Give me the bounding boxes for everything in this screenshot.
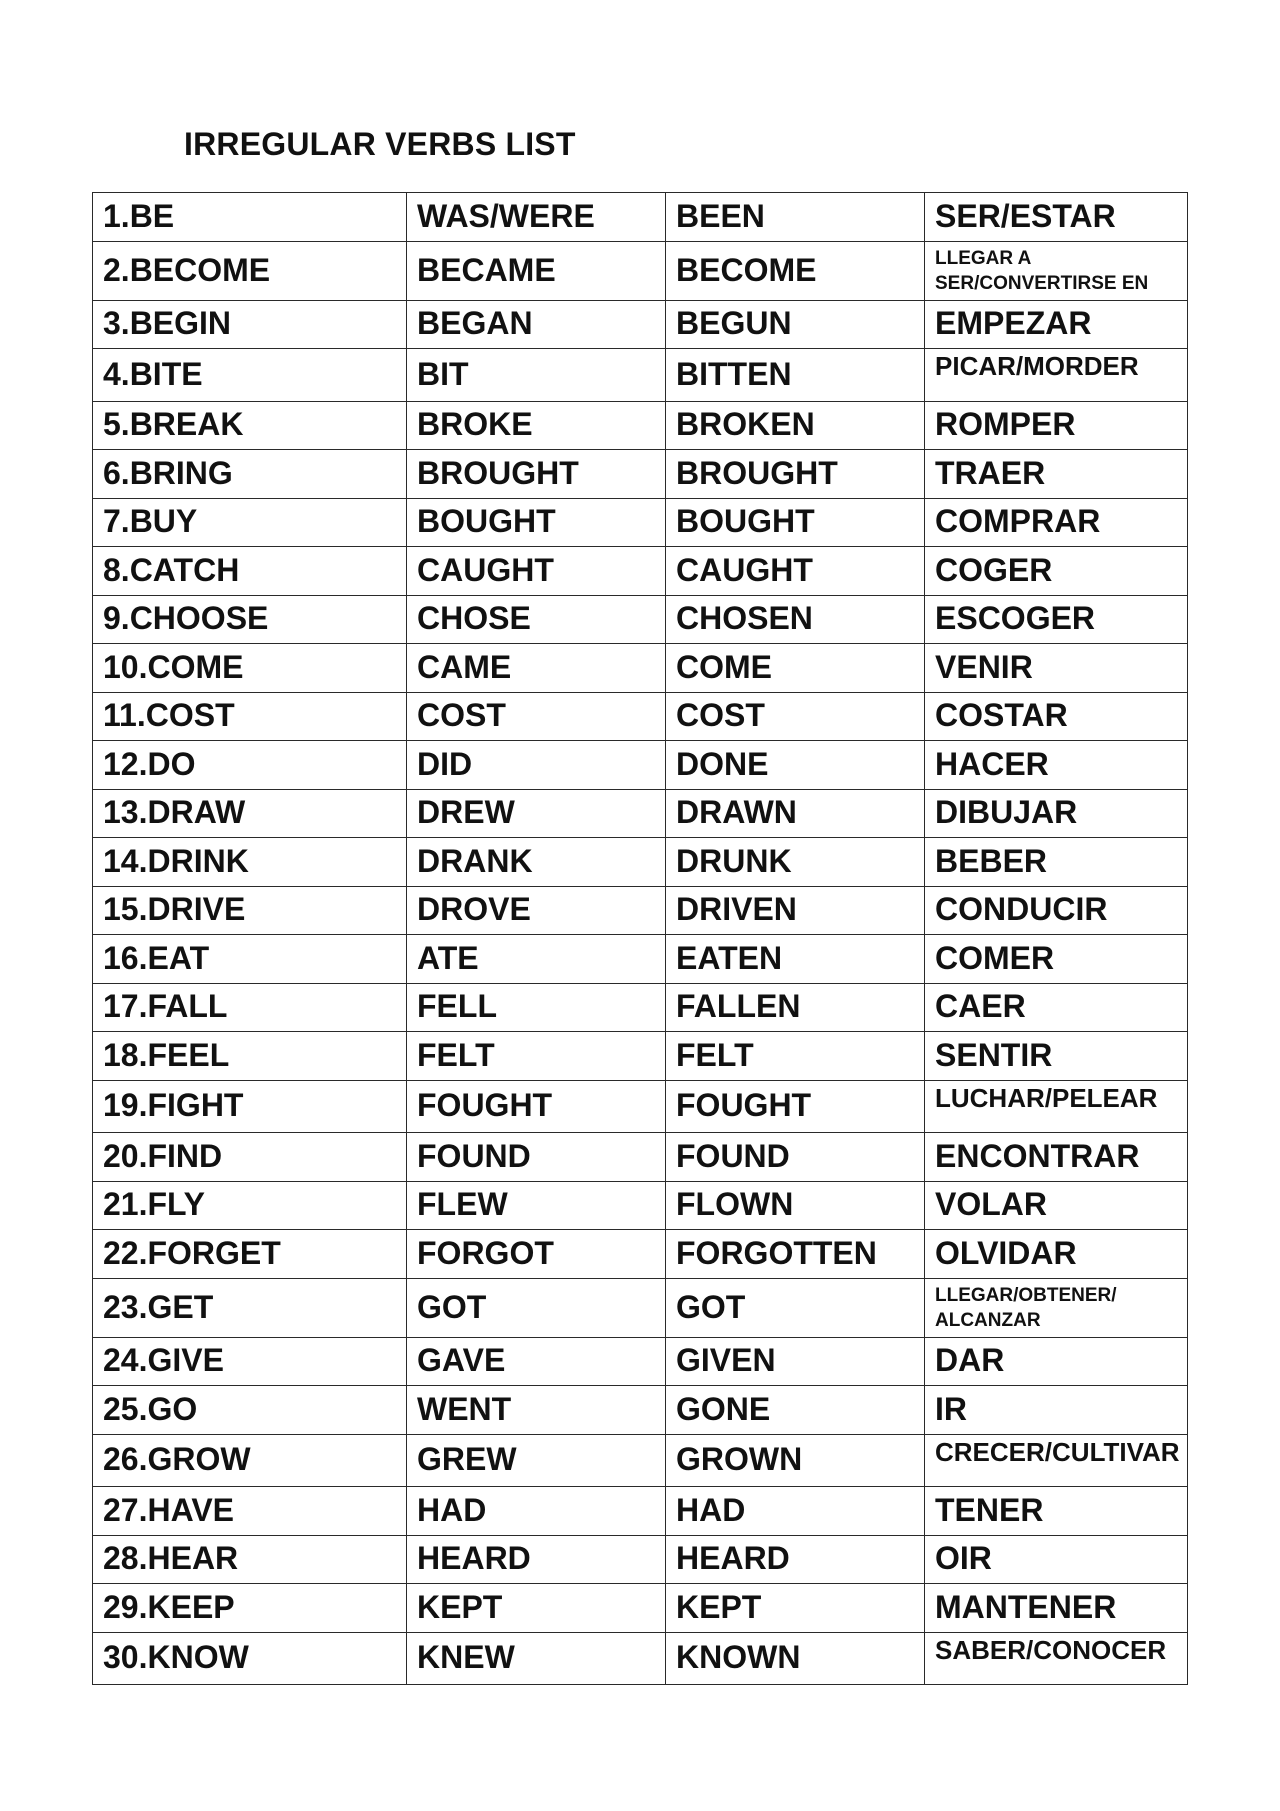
table-row (93, 1584, 1188, 1633)
table-row (93, 1632, 1188, 1685)
base-form-cell: 27.HAVE (93, 1487, 407, 1536)
past-simple-cell: BEGAN (407, 300, 666, 349)
meaning-cell: EMPEZAR (925, 300, 1188, 349)
table-row (93, 1278, 1188, 1337)
base-form-cell: 7.BUY (93, 498, 407, 547)
table-row (93, 1230, 1188, 1279)
base-form-cell: 15.DRIVE (93, 886, 407, 935)
past-simple-cell: DID (407, 741, 666, 790)
table-row (93, 983, 1188, 1032)
past-simple-cell: BROUGHT (407, 450, 666, 499)
past-participle-cell: DRUNK (666, 838, 925, 887)
base-form-cell: 25.GO (93, 1386, 407, 1435)
meaning-cell: TENER (925, 1487, 1188, 1536)
page-title: IRREGULAR VERBS LIST (184, 126, 576, 162)
table-row (93, 1337, 1188, 1386)
base-form-cell: 12.DO (93, 741, 407, 790)
past-simple-cell: CAME (407, 644, 666, 693)
past-participle-cell: KEPT (666, 1584, 925, 1633)
past-simple-cell: FOUGHT (407, 1080, 666, 1133)
meaning-cell: MANTENER (925, 1584, 1188, 1633)
meaning-cell: CONDUCIR (925, 886, 1188, 935)
table-row (93, 1032, 1188, 1081)
meaning-cell: SER/ESTAR (925, 193, 1188, 242)
past-simple-cell: FELT (407, 1032, 666, 1081)
base-form-cell: 1.BE (93, 193, 407, 242)
past-simple-cell: GREW (407, 1434, 666, 1487)
past-participle-cell: BROUGHT (666, 450, 925, 499)
base-form-cell: 21.FLY (93, 1181, 407, 1230)
meaning-cell: ESCOGER (925, 595, 1188, 644)
past-participle-cell: FORGOTTEN (666, 1230, 925, 1279)
base-form-cell: 14.DRINK (93, 838, 407, 887)
past-participle-cell: BROKEN (666, 401, 925, 450)
meaning-cell: COGER (925, 547, 1188, 596)
past-simple-cell: CAUGHT (407, 547, 666, 596)
table-row (93, 547, 1188, 596)
past-participle-cell: EATEN (666, 935, 925, 984)
meaning-cell: CRECER/CULTIVAR (925, 1434, 1188, 1487)
meaning-cell: SENTIR (925, 1032, 1188, 1081)
table-row (93, 1181, 1188, 1230)
meaning-cell: OIR (925, 1535, 1188, 1584)
table-row (93, 1080, 1188, 1133)
past-simple-cell: BECAME (407, 241, 666, 300)
meaning-cell: PICAR/MORDER (925, 349, 1188, 402)
base-form-cell: 17.FALL (93, 983, 407, 1032)
base-form-cell: 2.BECOME (93, 241, 407, 300)
past-simple-cell: CHOSE (407, 595, 666, 644)
meaning-cell: IR (925, 1386, 1188, 1435)
base-form-cell: 9.CHOOSE (93, 595, 407, 644)
table-row (93, 193, 1188, 242)
past-participle-cell: CHOSEN (666, 595, 925, 644)
table-row (93, 741, 1188, 790)
past-participle-cell: GOT (666, 1278, 925, 1337)
base-form-cell: 8.CATCH (93, 547, 407, 596)
table-row (93, 886, 1188, 935)
past-simple-cell: WENT (407, 1386, 666, 1435)
base-form-cell: 26.GROW (93, 1434, 407, 1487)
past-simple-cell: COST (407, 692, 666, 741)
past-participle-cell: DONE (666, 741, 925, 790)
base-form-cell: 29.KEEP (93, 1584, 407, 1633)
table-row (93, 595, 1188, 644)
meaning-cell: COMPRAR (925, 498, 1188, 547)
past-participle-cell: BITTEN (666, 349, 925, 402)
past-participle-cell: HAD (666, 1487, 925, 1536)
meaning-cell: BEBER (925, 838, 1188, 887)
past-participle-cell: BEGUN (666, 300, 925, 349)
base-form-cell: 11.COST (93, 692, 407, 741)
table-row (93, 401, 1188, 450)
meaning-cell: COMER (925, 935, 1188, 984)
meaning-cell: ENCONTRAR (925, 1133, 1188, 1182)
meaning-cell: TRAER (925, 450, 1188, 499)
meaning-line: LLEGAR/OBTENER/ (935, 1284, 1117, 1306)
table-row (93, 1133, 1188, 1182)
past-participle-cell: DRAWN (666, 789, 925, 838)
past-simple-cell: DROVE (407, 886, 666, 935)
meaning-cell: DIBUJAR (925, 789, 1188, 838)
past-simple-cell: KNEW (407, 1632, 666, 1685)
past-participle-cell: CAUGHT (666, 547, 925, 596)
past-participle-cell: DRIVEN (666, 886, 925, 935)
base-form-cell: 23.GET (93, 1278, 407, 1337)
past-simple-cell: FELL (407, 983, 666, 1032)
meaning-cell: VENIR (925, 644, 1188, 693)
table-row (93, 300, 1188, 349)
base-form-cell: 28.HEAR (93, 1535, 407, 1584)
past-simple-cell: DRANK (407, 838, 666, 887)
past-participle-cell: COST (666, 692, 925, 741)
past-participle-cell: FELT (666, 1032, 925, 1081)
past-simple-cell: HAD (407, 1487, 666, 1536)
past-simple-cell: HEARD (407, 1535, 666, 1584)
meaning-cell (925, 1278, 1188, 1337)
table-row (93, 1535, 1188, 1584)
past-simple-cell: BOUGHT (407, 498, 666, 547)
past-simple-cell: BIT (407, 349, 666, 402)
table-row (93, 1434, 1188, 1487)
meaning-cell: ROMPER (925, 401, 1188, 450)
meaning-line: LLEGAR A (935, 247, 1032, 269)
past-simple-cell: WAS/WERE (407, 193, 666, 242)
table-row (93, 692, 1188, 741)
table-row (93, 935, 1188, 984)
meaning-cell: LUCHAR/PELEAR (925, 1080, 1188, 1133)
base-form-cell: 30.KNOW (93, 1632, 407, 1685)
past-simple-cell: FOUND (407, 1133, 666, 1182)
past-simple-cell: KEPT (407, 1584, 666, 1633)
base-form-cell: 18.FEEL (93, 1032, 407, 1081)
base-form-cell: 10.COME (93, 644, 407, 693)
table-row (93, 450, 1188, 499)
meaning-cell (925, 241, 1188, 300)
past-simple-cell: FLEW (407, 1181, 666, 1230)
past-participle-cell: BEEN (666, 193, 925, 242)
past-participle-cell: FOUND (666, 1133, 925, 1182)
past-simple-cell: ATE (407, 935, 666, 984)
past-simple-cell: DREW (407, 789, 666, 838)
past-simple-cell: BROKE (407, 401, 666, 450)
past-participle-cell: GROWN (666, 1434, 925, 1487)
base-form-cell: 22.FORGET (93, 1230, 407, 1279)
past-participle-cell: BOUGHT (666, 498, 925, 547)
meaning-cell: OLVIDAR (925, 1230, 1188, 1279)
past-participle-cell: FLOWN (666, 1181, 925, 1230)
meaning-line: ALCANZAR (935, 1310, 1041, 1332)
table-row (93, 838, 1188, 887)
base-form-cell: 4.BITE (93, 349, 407, 402)
table-row (93, 349, 1188, 402)
past-participle-cell: COME (666, 644, 925, 693)
table-row (93, 1487, 1188, 1536)
meaning-cell: VOLAR (925, 1181, 1188, 1230)
past-participle-cell: FOUGHT (666, 1080, 925, 1133)
base-form-cell: 19.FIGHT (93, 1080, 407, 1133)
base-form-cell: 6.BRING (93, 450, 407, 499)
past-participle-cell: KNOWN (666, 1632, 925, 1685)
meaning-cell: CAER (925, 983, 1188, 1032)
meaning-line: SER/CONVERTIRSE EN (935, 273, 1149, 295)
table-row (93, 789, 1188, 838)
past-participle-cell: FALLEN (666, 983, 925, 1032)
base-form-cell: 3.BEGIN (93, 300, 407, 349)
meaning-cell: SABER/CONOCER (925, 1632, 1188, 1685)
past-simple-cell: FORGOT (407, 1230, 666, 1279)
meaning-cell: HACER (925, 741, 1188, 790)
base-form-cell: 13.DRAW (93, 789, 407, 838)
meaning-cell: COSTAR (925, 692, 1188, 741)
past-participle-cell: HEARD (666, 1535, 925, 1584)
past-participle-cell: BECOME (666, 241, 925, 300)
base-form-cell: 5.BREAK (93, 401, 407, 450)
table-row (93, 241, 1188, 300)
past-simple-cell: GOT (407, 1278, 666, 1337)
past-simple-cell: GAVE (407, 1337, 666, 1386)
base-form-cell: 24.GIVE (93, 1337, 407, 1386)
table-row (93, 1386, 1188, 1435)
past-participle-cell: GONE (666, 1386, 925, 1435)
verbs-table (92, 192, 1188, 1685)
table-row (93, 644, 1188, 693)
meaning-cell: DAR (925, 1337, 1188, 1386)
past-participle-cell: GIVEN (666, 1337, 925, 1386)
table-row (93, 498, 1188, 547)
base-form-cell: 20.FIND (93, 1133, 407, 1182)
base-form-cell: 16.EAT (93, 935, 407, 984)
